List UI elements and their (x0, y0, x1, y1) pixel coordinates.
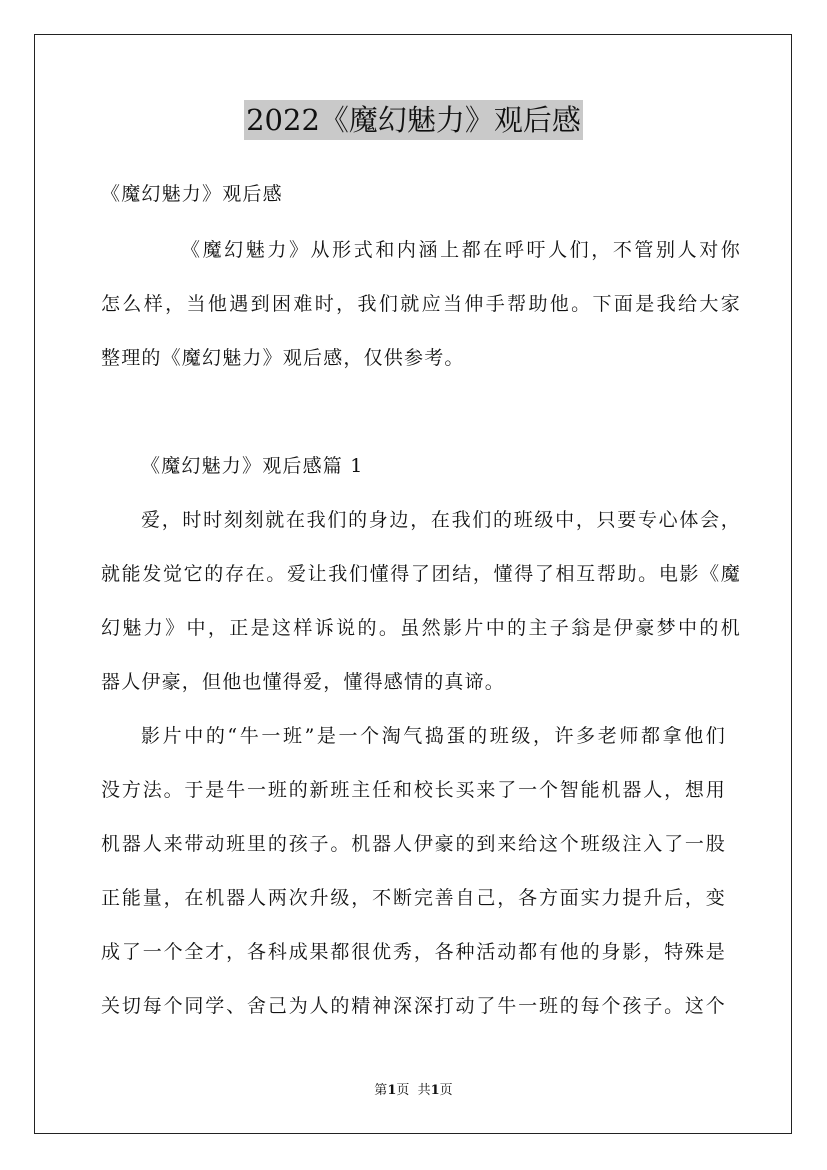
paragraph-line: 关切每个同学、舍己为人的精神深深打动了牛一班的每个孩子。这个 (101, 995, 726, 1017)
paragraph-line: 器人伊豪，但他也懂得爱，懂得感情的真谛。 (101, 671, 506, 693)
paragraph-line: 正能量，在机器人两次升级，不断完善自己，各方面实力提升后，变 (101, 887, 726, 909)
intro-line-1: 《魔幻魅力》从形式和内涵上都在呼吁人们，不管别人对你 (181, 239, 741, 261)
paragraph-line: 影片中的“牛一班”是一个淘气捣蛋的班级，许多老师都拿他们 (141, 725, 726, 747)
paragraph-line: 机器人来带动班里的孩子。机器人伊豪的到来给这个班级注入了一股 (101, 833, 726, 855)
paragraph-line: 没方法。于是牛一班的新班主任和校长买来了一个智能机器人，想用 (101, 779, 726, 801)
intro-line-2: 怎么样，当他遇到困难时，我们就应当伸手帮助他。下面是我给大家 (101, 293, 741, 315)
paragraph-line: 成了一个全才，各科成果都很优秀，各种活动都有他的身影，特殊是 (101, 941, 726, 963)
footer-current-page: 1 (387, 1083, 397, 1098)
footer-prefix: 第 (374, 1083, 388, 1098)
paragraph-line: 幻魅力》中，正是这样诉说的。虽然影片中的主子翁是伊豪梦中的机 (101, 617, 741, 639)
document-subtitle: 《魔幻魅力》观后感 (101, 183, 283, 205)
paragraph-line: 就能发觉它的存在。爱让我们懂得了团结，懂得了相互帮助。电影《魔 (101, 563, 741, 585)
paragraph-line: 爱，时时刻刻就在我们的身边，在我们的班级中，只要专心体会， (141, 509, 741, 531)
footer-suffix: 页 (439, 1083, 453, 1098)
document-title: 2022《魔幻魅力》观后感 (244, 100, 583, 140)
footer-total-pages: 1 (430, 1083, 440, 1098)
page-footer (0, 1082, 827, 1100)
title-container (0, 100, 827, 140)
footer-mid: 页 共 (396, 1083, 431, 1098)
section-heading: 《魔幻魅力》观后感篇 1 (141, 455, 364, 477)
intro-line-3: 整理的《魔幻魅力》观后感，仅供参考。 (101, 347, 465, 369)
